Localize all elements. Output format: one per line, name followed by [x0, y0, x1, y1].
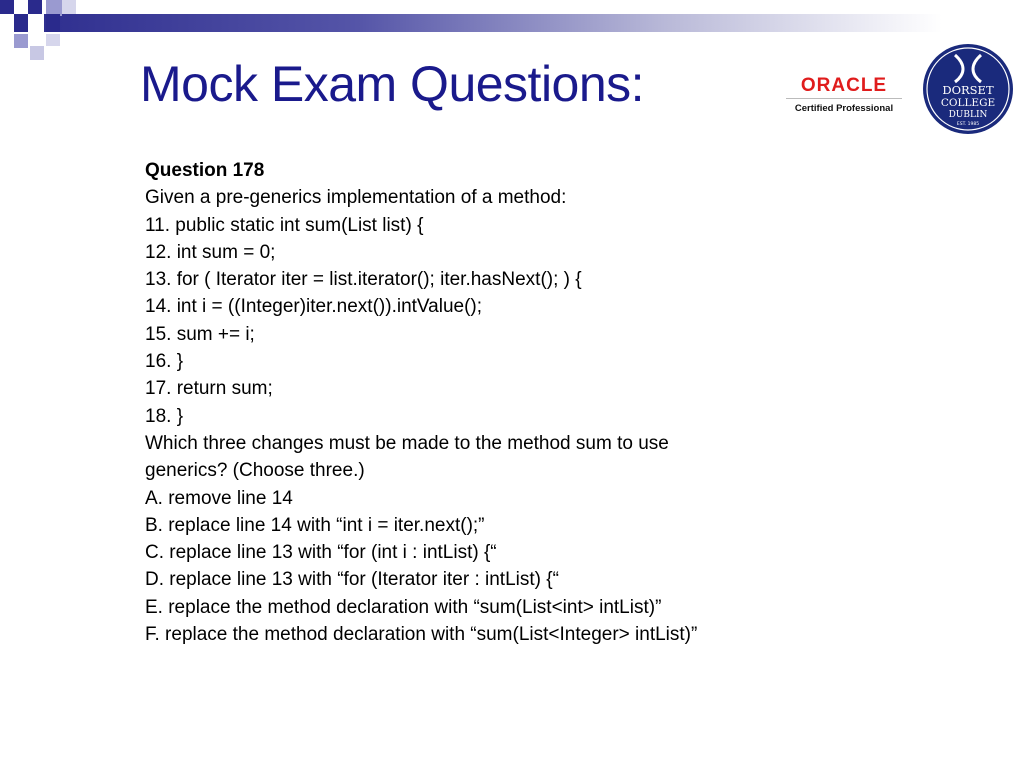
answer-option-f: F. replace the method declaration with “sum(List<Integer> intList)” [145, 624, 698, 646]
oracle-wordmark: ORACLE [800, 75, 888, 96]
question-prompt: generics? (Choose three.) [145, 460, 365, 482]
decor-square [62, 0, 76, 14]
seal-text-line4: EST. 1985 [956, 122, 980, 127]
code-line: 17. return sum; [145, 378, 273, 400]
decor-square [14, 34, 28, 48]
decor-square [46, 34, 60, 46]
slide-title: Mock Exam Questions: [140, 56, 645, 112]
code-line: 14. int i = ((Integer)iter.next()).intValue(); [145, 296, 483, 318]
dorset-college-seal [922, 43, 1014, 135]
question-prompt: Which three changes must be made to the method sum to use [145, 432, 669, 454]
decor-square [0, 0, 14, 14]
decor-square [14, 14, 28, 32]
decor-square [14, 0, 28, 14]
oracle-logo [786, 76, 902, 120]
decor-square [28, 14, 44, 32]
answer-option-e: E. replace the method declaration with “sum(List<int> intList)” [145, 596, 662, 618]
code-line: 16. } [145, 351, 184, 373]
code-line: 18. } [145, 405, 184, 427]
answer-option-a: A. remove line 14 [145, 487, 293, 509]
code-line: 12. int sum = 0; [145, 241, 276, 263]
oracle-divider [786, 98, 902, 99]
decor-square [28, 0, 42, 14]
answer-option-c: C. replace line 13 with “for (int i : intList) {“ [145, 542, 497, 564]
answer-option-d: D. replace line 13 with “for (Iterator iter : intList) {“ [145, 569, 559, 591]
question-lines [145, 184, 1005, 648]
code-line: 15. sum += i; [145, 323, 255, 345]
decor-square [46, 14, 60, 32]
question-heading: Question 178 [145, 160, 265, 181]
question-line: Given a pre-generics implementation of a method: [145, 187, 567, 209]
decor-square [0, 14, 14, 32]
code-line: 11. public static int sum(List list) { [145, 214, 424, 236]
seal-text-line3: DUBLIN [948, 110, 988, 120]
answer-option-b: B. replace line 14 with “int i = iter.next();” [145, 514, 485, 536]
oracle-subtitle: Certified Professional [794, 103, 894, 114]
seal-text-line2: COLLEGE [940, 97, 996, 109]
question-body [145, 157, 1005, 648]
decor-square [30, 46, 44, 60]
code-line: 13. for ( Iterator iter = list.iterator(); iter.hasNext(); ) { [145, 269, 582, 291]
seal-text-line1: DORSET [942, 83, 994, 97]
header-gradient-bar [0, 14, 1024, 32]
